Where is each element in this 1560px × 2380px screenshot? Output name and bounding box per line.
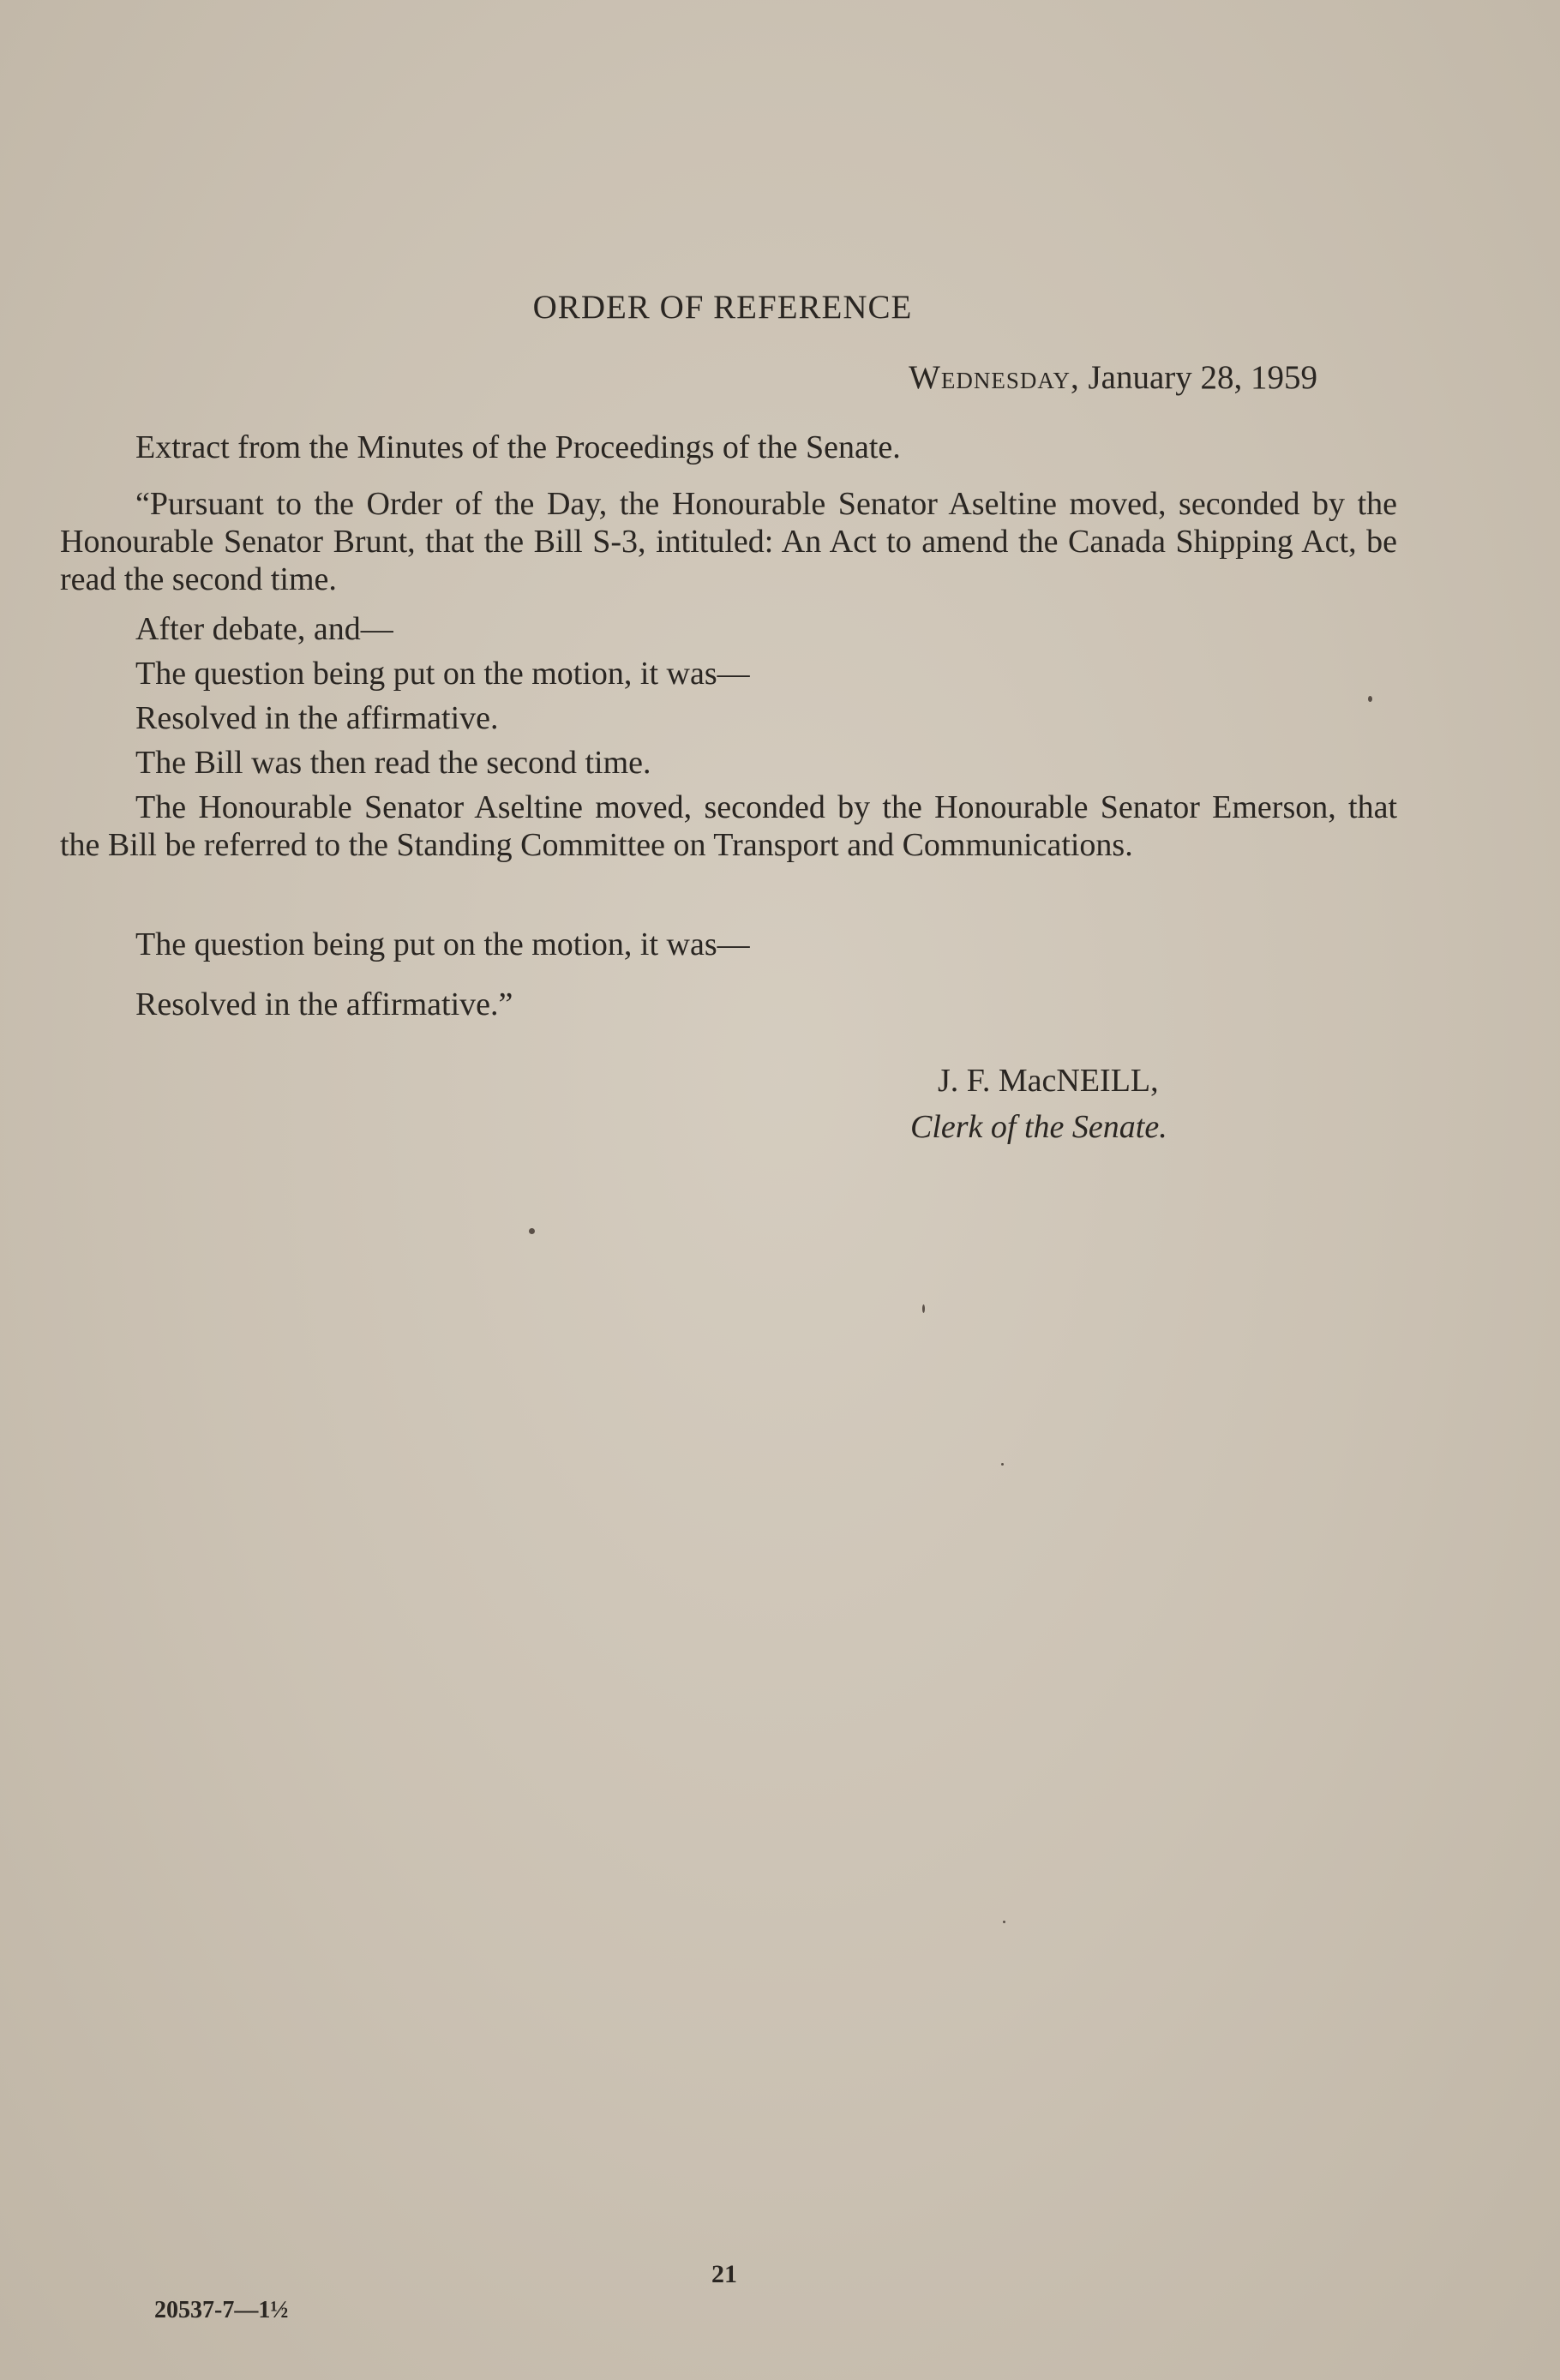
pursuant-paragraph: “Pursuant to the Order of the Day, the Honourable Senator Aseltine moved, seconded by the Honourable Senator Brunt, that the Bill S-3, intituled: An Act to amend the Canada Shipping Act, be read the second time. [60,486,1397,597]
resolved-line-2: Resolved in the affirmative.” [135,986,513,1022]
resolved-line-1: Resolved in the affirmative. [135,700,499,736]
dateline-date: January 28, 1959 [1079,359,1317,396]
print-code: 20537-7—1½ [154,2297,289,2323]
paper-speck [1368,696,1372,702]
paper-speck [922,1304,925,1313]
referral-paragraph: The Honourable Senator Aseltine moved, seconded by the Honourable Senator Emerson, that the Bill be referred to the Standing Committee on Transport and Communications. [60,789,1397,863]
page-number: 21 [711,2260,737,2288]
page-title: ORDER OF REFERENCE [532,289,913,326]
bill-read-line: The Bill was then read the second time. [135,745,651,781]
dateline-day: Wednesday, [909,359,1080,396]
signature-name: J. F. MacNEILL, [938,1063,1159,1099]
question-line-1: The question being put on the motion, it was— [135,656,750,692]
dateline [909,357,1317,399]
extract-paragraph: Extract from the Minutes of the Proceedings of the Senate. [135,429,901,465]
signature-title: Clerk of the Senate. [910,1109,1167,1145]
paper-speck [529,1228,535,1234]
paper-speck [1003,1921,1005,1923]
paper-speck [1001,1463,1004,1466]
after-debate-line: After debate, and— [135,611,393,647]
question-line-2: The question being put on the motion, it was— [135,926,750,962]
